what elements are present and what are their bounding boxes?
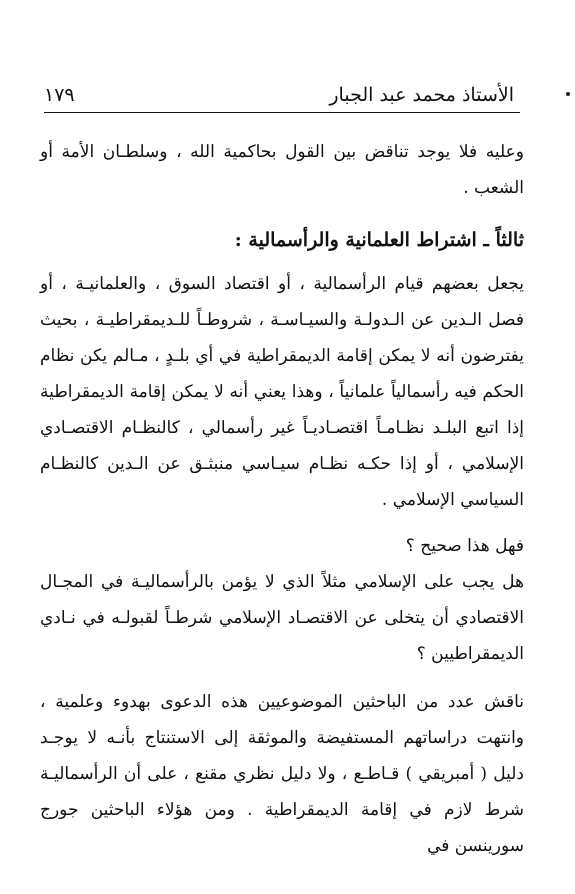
section-heading: ثالثاً ـ اشتراط العلمانية والرأسمالية : — [234, 229, 524, 251]
paragraph-secularism-capitalism: يجعل بعضهم قيام الرأسمالية ، أو اقتصاد السوق ، والعلمانيـة ، أو فصل الـدين عن الـدولـة والسيـاسـة ، شروطـاً للـديمقراطيـة ، بحيث يفترضون أنه لا يمكن إقامة الديمقراطية في أي بلـدٍ ، مـالم يكن نظام الحكم فيه رأسمالياً علمانياً ، وهذا يعني أنه لا يمكن إقامة الديمقراطية إذا اتبع البلـد نظـامـاً اقتصـاديـاً غير رأسمالي ، كالنظـام الاقتصـادي الإسلامي ، أو إذا حكـه نظـام سيـاسي منبثـق عن الـدين كالنظـام السياسي الإسلامي . — [40, 274, 524, 510]
paragraph-islamic-economy: هل يجب على الإسلامي مثلاً الذي لا يؤمن بالرأسماليـة في المجـال الاقتصادي أن يتخلى عن الاقتصـاد الإسلامي شرطـاً لقبولـه في نـادي الديمقراطيين ؟ — [40, 572, 524, 664]
header-rule — [44, 112, 520, 113]
page-edge-mark — [566, 92, 570, 96]
page-body — [40, 134, 524, 864]
page-header — [44, 82, 514, 110]
intro-paragraph: وعليه فلا يوجد تناقض بين القول بحاكمية الله ، وسلطـان الأمة أو الشعب . — [40, 142, 524, 198]
paragraph-researchers: ناقش عدد من الباحثين الموضوعيين هذه الدعوى بهدوء وعلمية ، وانتهت دراساتهم المستفيضة والموثقة إلى الاستنتاج بأنـه لا يوجـد دليل ( أمبريقي ) قـاطـع ، ولا دليل نظري مقنع ، على أن الرأسماليـة شرط لازم في إقامة الديمقراطية . ومن هؤلاء الباحثين جورج سورينسن في — [40, 692, 524, 856]
page-number: ١٧٩ — [44, 84, 75, 106]
running-head-author: الأستاذ محمد عبد الجبار — [329, 84, 514, 106]
question-line: فهل هذا صحيح ؟ — [405, 536, 524, 556]
